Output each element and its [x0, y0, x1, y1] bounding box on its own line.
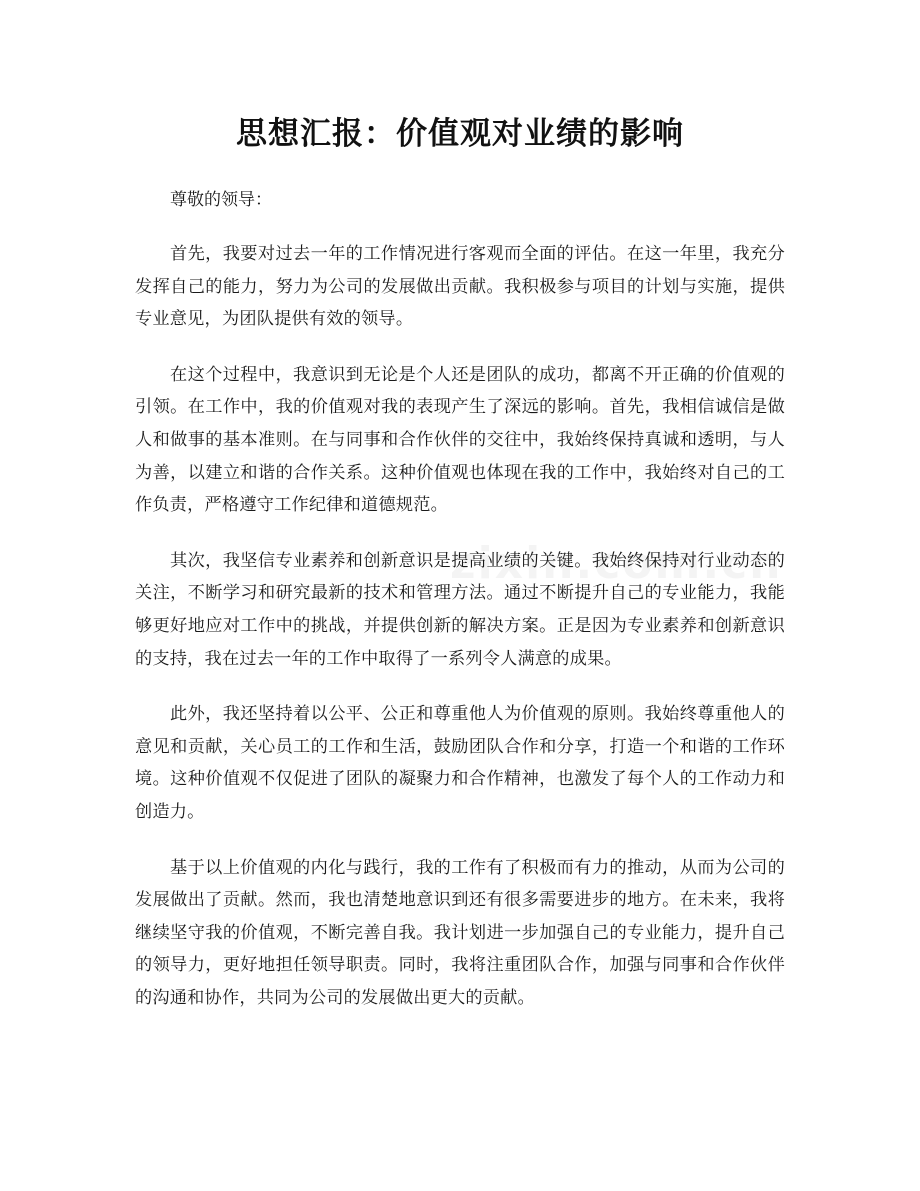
document-title: 思想汇报：价值观对业绩的影响 [236, 116, 684, 152]
paragraph-4: 此外，我还坚持着以公平、公正和尊重他人为价值观的原则。我始终尊重他人的意见和贡献，关心员工的工作和生活，鼓励团队合作和分享，打造一个和谐的工作环境。这种价值观不仅促进了团队的凝聚力和合作精神，也激发了每个人的工作动力和创造力。 [135, 704, 785, 822]
salutation: 尊敬的领导： [170, 190, 272, 210]
paragraph-5: 基于以上价值观的内化与践行，我的工作有了积极而有力的推动，从而为公司的发展做出了贡献。然而，我也清楚地意识到还有很多需要进步的地方。在未来，我将继续坚守我的价值观，不断完善自我。我计划进一步加强自己的专业能力，提升自己的领导力，更好地担任领导职责。同时，我将注重团队合作，加强与同事和合作伙伴的沟通和协作，共同为公司的发展做出更大的贡献。 [135, 857, 785, 1008]
paragraph-3: 其次，我坚信专业素养和创新意识是提高业绩的关键。我始终保持对行业动态的关注，不断学习和研究最新的技术和管理方法。通过不断提升自己的专业能力，我能够更好地应对工作中的挑战，并提供创新的解决方案。正是因为专业素养和创新意识的支持，我在过去一年的工作中取得了一系列令人满意的成果。 [135, 550, 785, 669]
paragraph-2: 在这个过程中，我意识到无论是个人还是团队的成功，都离不开正确的价值观的引领。在工作中，我的价值观对我的表现产生了深远的影响。首先，我相信诚信是做人和做事的基本准则。在与同事和合作伙伴的交往中，我始终保持真诚和透明，与人为善，以建立和谐的合作关系。这种价值观也体现在我的工作中，我始终对自己的工作负责，严格遵守工作纪律和道德规范。 [135, 364, 785, 516]
paragraph-1: 首先，我要对过去一年的工作情况进行客观而全面的评估。在这一年里，我充分发挥自己的能力，努力为公司的发展做出贡献。我积极参与项目的计划与实施，提供专业意见，为团队提供有效的领导。 [135, 244, 785, 330]
document-body [135, 184, 785, 1037]
